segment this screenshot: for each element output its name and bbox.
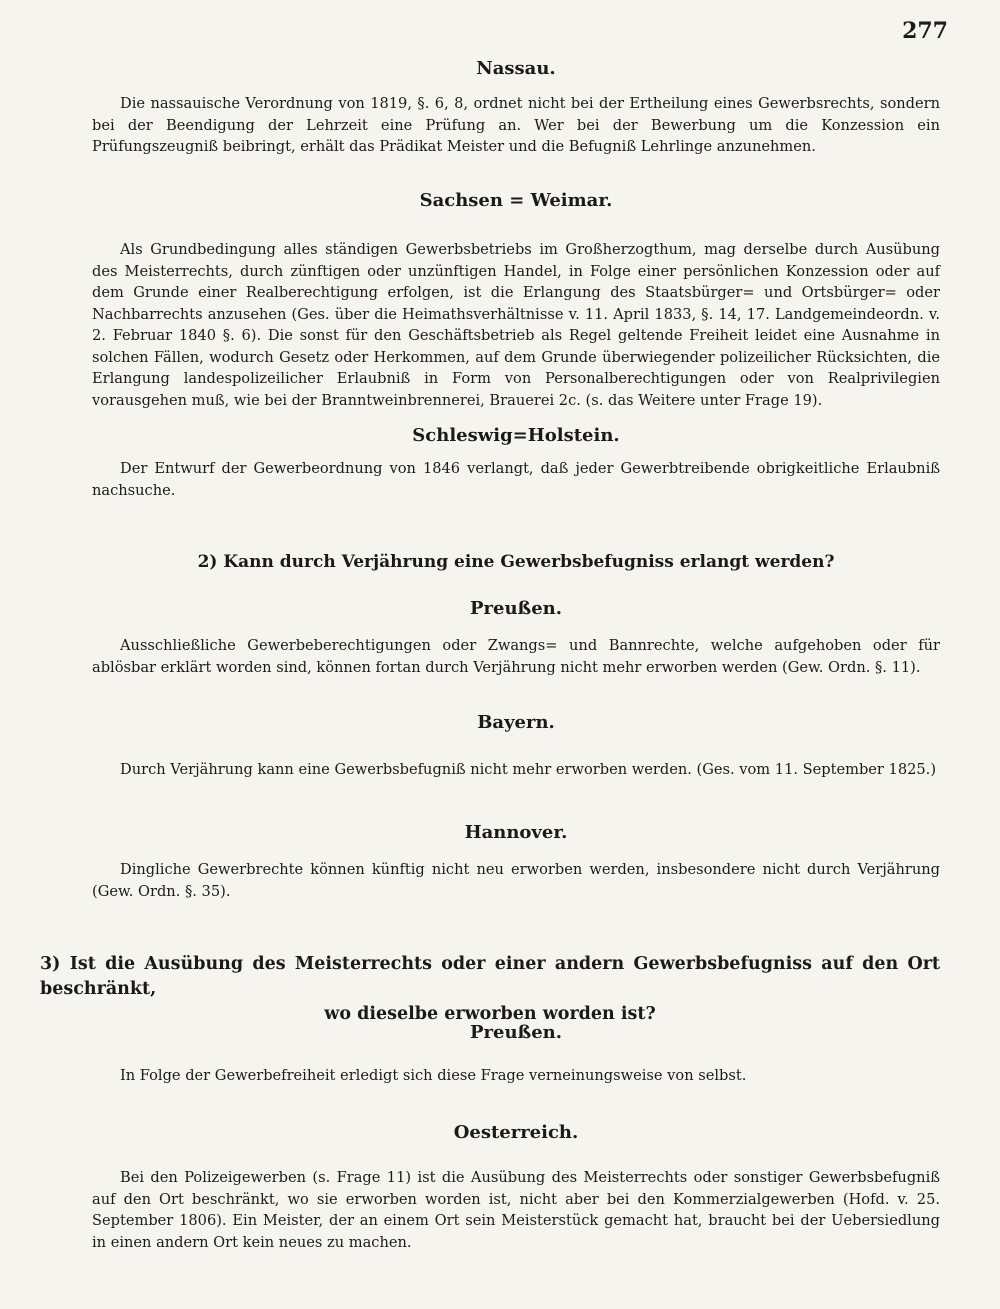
heading-oesterreich: Oesterreich. [453, 1122, 579, 1143]
heading-nassau: Nassau. [476, 58, 556, 79]
heading-preussen-2: Preußen. [469, 598, 563, 619]
question-3-block [40, 952, 940, 1027]
section-preussen-3 [92, 1022, 940, 1087]
paragraph-hannover: Dingliche Gewerbrechte können künftig nicht neu erworben werden, insbesondere nicht durch Verjährung (Gew. Ordn. §. 35). [92, 861, 940, 900]
question-3-line-1: 3) Ist die Ausübung des Meisterrechts oder einer andern Gewerbsbefugniss auf den Ort beschränkt, [40, 954, 940, 999]
paragraph-oesterreich: Bei den Polizeigewerben (s. Frage 11) ist die Ausübung des Meisterrechts oder sonstiger Gewerbsbefugniß auf den Ort beschränkt, wo sie erworben worden ist, nicht aber bei den Kommerzialgewerben (Hofd. v. 25. September 1806). Ein Meister, der an einem Ort sein Meisterstück gemacht hat, braucht bei der Uebersiedlung in einen andern Ort kein neues zu machen. [92, 1169, 940, 1251]
heading-schleswig-holstein: Schleswig=Holstein. [412, 425, 620, 446]
paragraph-schleswig-holstein: Der Entwurf der Gewerbeordnung von 1846 verlangt, daß jeder Gewerbtreibende obrigkeitliche Erlaubniß nachsuche. [92, 460, 940, 499]
page-number: 277 [902, 18, 948, 44]
heading-sachsen-weimar: Sachsen = Weimar. [419, 190, 613, 211]
heading-hannover: Hannover. [464, 822, 568, 843]
section-schleswig-holstein [92, 425, 940, 501]
question-2: 2) Kann durch Verjährung eine Gewerbsbefugniss erlangt werden? [197, 552, 835, 572]
paragraph-sachsen-weimar: Als Grundbedingung alles ständigen Gewerbsbetriebs im Großherzogthum, mag derselbe durch Ausübung des Meisterrechts, durch zünftigen oder unzünftigen Handel, in Folge einer persönlichen Konzession oder auf dem Grunde einer Realberechtigung erfolgen, ist die Erlangung des Staatsbürger= und Ortsbürger= oder Nachbarrechts anzusehen (Ges. über die Heimathsverhältnisse v. 11. April 1833, §. 14, 17. Landgemeindeordn. v. 2. Februar 1840 §. 6). Die sonst für den Geschäftsbetrieb als Regel geltende Freiheit leidet eine Ausnahme in solchen Fällen, wodurch Gesetz oder Herkommen, auf dem Grunde überwiegender polizeilicher Rücksichten, die Erlangung landespolizeilicher Erlaubniß in Form von Personalberechtigungen oder von Realprivilegien vorausgehen muß, wie bei der Branntweinbrennerei, Brauerei 2c. (s. das Weitere unter Frage 19). [92, 241, 940, 409]
section-bayern [92, 712, 940, 781]
section-hannover [92, 822, 940, 902]
paragraph-preussen-2: Ausschließliche Gewerbeberechtigungen oder Zwangs= und Bannrechte, welche aufgehoben oder für ablösbar erklärt worden sind, können fortan durch Verjährung nicht mehr erworben werden (Gew. Ordn. §. 11). [92, 637, 940, 676]
section-preussen-2 [92, 598, 940, 678]
section-oesterreich [92, 1122, 940, 1253]
question-3-line-2: wo dieselbe erworben worden ist? [324, 1004, 656, 1024]
section-sachsen-weimar [92, 190, 940, 411]
heading-bayern: Bayern. [477, 712, 555, 733]
question-2-block [92, 552, 940, 572]
heading-preussen-3: Preußen. [469, 1022, 563, 1043]
paragraph-bayern: Durch Verjährung kann eine Gewerbsbefugniß nicht mehr erworben werden. (Ges. vom 11. September 1825.) [120, 761, 937, 778]
paragraph-preussen-3: In Folge der Gewerbefreiheit erledigt sich diese Frage verneinungsweise von selbst. [120, 1067, 747, 1084]
section-nassau [92, 58, 940, 158]
paragraph-nassau: Die nassauische Verordnung von 1819, §. 6, 8, ordnet nicht bei der Ertheilung eines Gewerbsrechts, sondern bei der Beendigung der Lehrzeit eine Prüfung an. Wer bei der Bewerbung um die Konzession ein Prüfungszeugniß beibringt, erhält das Prädikat Meister und die Befugniß Lehrlinge anzunehmen. [92, 95, 940, 155]
